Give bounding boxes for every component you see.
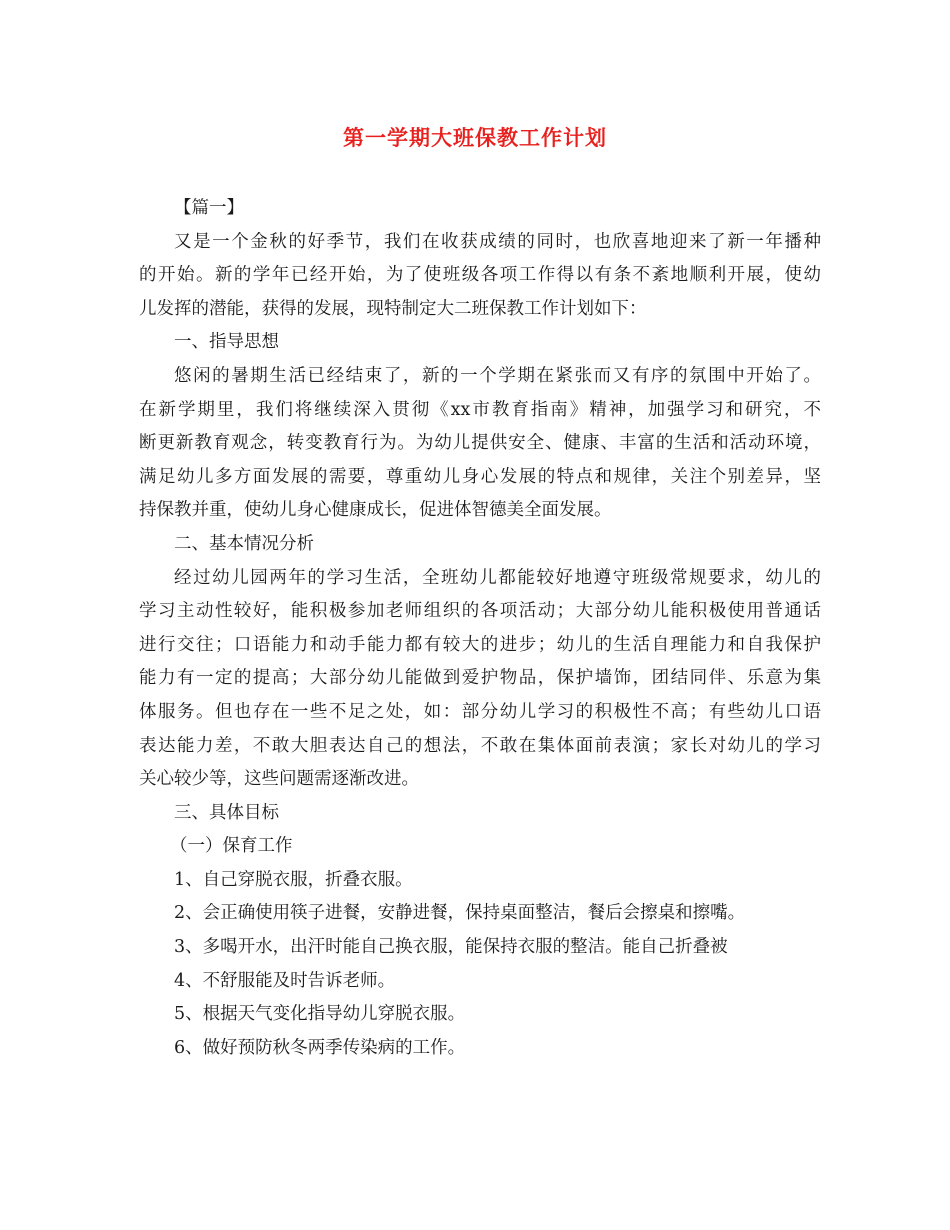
paragraph-line: 能力有一定的提高；大部分幼儿能做到爱护物品，保护墙饰，团结同伴、乐意为集 [139,668,821,689]
list-item: 6、做好预防秋冬两季传染病的工作。 [174,1037,466,1058]
section-heading-guiding-ideas: 一、指导思想 [174,332,279,353]
list-item: 1、自己穿脱衣服，折叠衣服。 [174,869,413,890]
subsection-heading-care-work: （一）保育工作 [170,836,293,857]
list-item: 4、不舒服能及时告诉老师。 [174,970,396,991]
paragraph-line: 悠闲的暑期生活已经结束了，新的一个学期在紧张而又有序的氛围中开始了。 [174,365,821,386]
list-item: 3、多喝开水，出汗时能自己换衣服，能保持衣服的整洁。能自己折叠被 [174,937,728,958]
paragraph-line: 体服务。但也存在一些不足之处，如：部分幼儿学习的积极性不高；有些幼儿口语 [139,701,821,722]
paragraph-line: 断更新教育观念，转变教育行为。为幼儿提供安全、健康、丰富的生活和活动环境， [139,433,821,454]
paragraph-line: 持保教并重，使幼儿身心健康成长，促进体智德美全面发展。 [139,500,612,521]
list-item: 5、根据天气变化指导幼儿穿脱衣服。 [174,1004,466,1025]
list-item: 2、会正确使用筷子进餐，安静进餐，保持桌面整洁，餐后会擦桌和擦嘴。 [174,903,746,924]
paragraph-line: 的开始。新的学年已经开始，为了使班级各项工作得以有条不紊地顺利开展，使幼 [139,265,821,286]
paragraph-line: 学习主动性较好，能积极参加老师组织的各项活动；大部分幼儿能积极使用普通话 [139,601,821,622]
paragraph-line: 进行交往；口语能力和动手能力都有较大的进步；幼儿的生活自理能力和自我保护 [139,634,821,655]
paragraph-line: 经过幼儿园两年的学习生活，全班幼儿都能较好地遵守班级常规要求，幼儿的 [174,567,821,588]
paragraph-line: 表达能力差，不敢大胆表达自己的想法，不敢在集体面前表演；家长对幼儿的学习 [139,735,821,756]
paragraph-line: 又是一个金秋的好季节，我们在收获成绩的同时，也欣喜地迎来了新一年播种 [174,231,821,252]
section-label-part-one: 【篇一】 [174,198,244,218]
paragraph-line: 儿发挥的潜能，获得的发展，现特制定大二班保教工作计划如下： [139,298,647,319]
paragraph-line: 在新学期里，我们将继续深入贯彻《xx市教育指南》精神，加强学习和研究，不 [139,399,821,420]
document-body [139,192,821,1065]
paragraph-line: 满足幼儿多方面发展的需要，尊重幼儿身心发展的特点和规律，关注个别差异，坚 [139,466,821,487]
section-heading-basic-analysis: 二、基本情况分析 [174,533,314,554]
section-heading-specific-goals: 三、具体目标 [174,802,279,823]
paragraph-line: 关心较少等，这些问题需逐渐改进。 [139,769,419,790]
document-title: 第一学期大班保教工作计划 [343,125,607,150]
